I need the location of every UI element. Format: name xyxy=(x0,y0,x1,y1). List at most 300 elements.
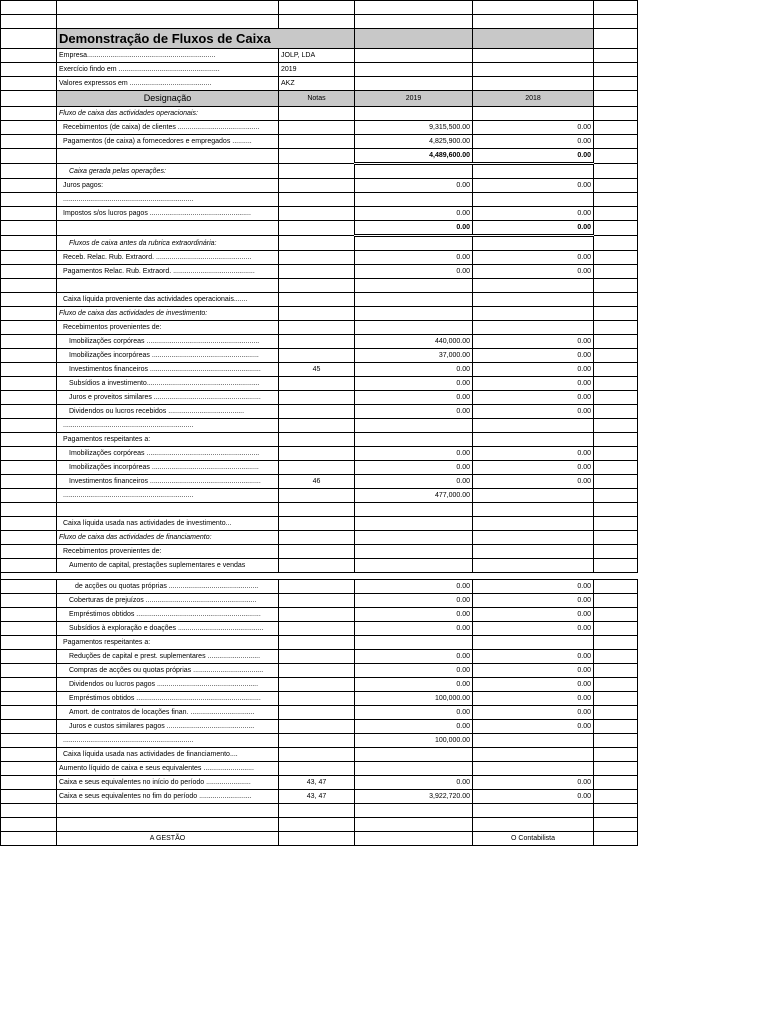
cell[interactable] xyxy=(279,15,355,29)
row-nota xyxy=(279,580,355,594)
table-row xyxy=(1,121,638,135)
cell[interactable] xyxy=(594,419,638,433)
row-label: Pagamentos (de caixa) a fornecedores e empregados .......... xyxy=(57,135,279,149)
cell[interactable] xyxy=(1,594,57,608)
cell[interactable] xyxy=(1,265,57,279)
cell[interactable] xyxy=(1,363,57,377)
table-row xyxy=(1,251,638,265)
cell[interactable] xyxy=(355,832,473,846)
row-label xyxy=(57,804,279,818)
value-2019: 0.00 xyxy=(355,391,473,405)
cell[interactable] xyxy=(594,818,638,832)
table-row xyxy=(1,433,638,447)
sheet-body xyxy=(1,1,638,846)
row-label: Investimentos financeiros ......................................................... xyxy=(57,363,279,377)
cell[interactable] xyxy=(594,503,638,517)
table-row xyxy=(1,193,638,207)
value-2019 xyxy=(355,559,473,573)
cell[interactable] xyxy=(1,818,57,832)
row-nota: 43, 47 xyxy=(279,776,355,790)
row-nota xyxy=(279,335,355,349)
row-label: Empréstimos obtidos ................................................................ xyxy=(57,608,279,622)
cell[interactable] xyxy=(594,149,638,164)
table-row xyxy=(1,321,638,335)
table-row xyxy=(1,580,638,594)
value-2018 xyxy=(473,559,594,573)
cell[interactable] xyxy=(1,580,57,594)
cell[interactable] xyxy=(1,678,57,692)
header-year-2019: 2019 xyxy=(355,91,473,107)
cell[interactable] xyxy=(355,29,473,49)
value-2019: 0.00 xyxy=(355,720,473,734)
value-2018: 0.00 xyxy=(473,790,594,804)
value-2018 xyxy=(473,762,594,776)
table-row xyxy=(1,164,638,179)
value-2018 xyxy=(473,517,594,531)
cell[interactable] xyxy=(594,734,638,748)
cell[interactable] xyxy=(594,790,638,804)
cell[interactable] xyxy=(473,29,594,49)
cell[interactable] xyxy=(594,91,638,107)
cell[interactable] xyxy=(594,664,638,678)
cell[interactable] xyxy=(594,622,638,636)
value-2019 xyxy=(355,293,473,307)
cell[interactable] xyxy=(1,790,57,804)
value-2018: 0.00 xyxy=(473,580,594,594)
cell[interactable] xyxy=(1,179,57,193)
row-nota xyxy=(279,447,355,461)
table-row xyxy=(1,293,638,307)
cell[interactable] xyxy=(1,692,57,706)
value-2019: 477,000.00 xyxy=(355,489,473,503)
value-2019: 0.00 xyxy=(355,706,473,720)
row-label: Caixa e seus equivalentes no início do período ....................... xyxy=(57,776,279,790)
cell[interactable] xyxy=(594,251,638,265)
cell[interactable] xyxy=(594,121,638,135)
header-notas: Notas xyxy=(279,91,355,107)
cell[interactable] xyxy=(1,121,57,135)
row-nota xyxy=(279,678,355,692)
value-2018: 0.00 xyxy=(473,251,594,265)
table-row xyxy=(1,678,638,692)
row-label: Caixa líquida usada nas actividades de investimento... xyxy=(57,517,279,531)
cell[interactable] xyxy=(1,531,57,545)
cell[interactable] xyxy=(279,1,355,15)
row-label: Fluxo de caixa das actividades de financiamento: xyxy=(57,531,279,545)
row-nota xyxy=(279,720,355,734)
value-2018: 0.00 xyxy=(473,135,594,149)
cell[interactable] xyxy=(1,321,57,335)
value-2018 xyxy=(473,748,594,762)
footer-row xyxy=(1,832,638,846)
cell[interactable] xyxy=(1,734,57,748)
cell[interactable] xyxy=(594,135,638,149)
cell[interactable] xyxy=(1,63,57,77)
value-2018: 0.00 xyxy=(473,692,594,706)
cell[interactable] xyxy=(279,832,355,846)
value-2018: 0.00 xyxy=(473,363,594,377)
cell[interactable] xyxy=(594,349,638,363)
cell[interactable] xyxy=(594,517,638,531)
row-label: Juros e custos similares pagos ............................................. xyxy=(57,720,279,734)
cell[interactable] xyxy=(594,377,638,391)
value-2018: 0.00 xyxy=(473,179,594,193)
value-2018: 0.00 xyxy=(473,405,594,419)
meta-row xyxy=(1,63,638,77)
cell[interactable] xyxy=(594,405,638,419)
cell[interactable] xyxy=(594,15,638,29)
value-2019 xyxy=(355,503,473,517)
cell[interactable] xyxy=(1,776,57,790)
cell[interactable] xyxy=(594,391,638,405)
value-2019: 0.00 xyxy=(355,594,473,608)
value-2019: 0.00 xyxy=(355,207,473,221)
row-label: Pagamentos Relac. Rub. Extraord. .......................................... xyxy=(57,265,279,279)
row-label: Imobilizações incorpóreas ....................................................... xyxy=(57,461,279,475)
meta-label: Exercício findo em .................................................... xyxy=(57,63,279,77)
cell[interactable] xyxy=(355,15,473,29)
cell[interactable] xyxy=(1,832,57,846)
cell[interactable] xyxy=(1,349,57,363)
cell[interactable] xyxy=(594,489,638,503)
table-row xyxy=(1,179,638,193)
cell[interactable] xyxy=(1,164,57,179)
value-2019 xyxy=(355,531,473,545)
cell[interactable] xyxy=(1,433,57,447)
table-row xyxy=(1,531,638,545)
value-2019: 0.00 xyxy=(355,650,473,664)
row-nota xyxy=(279,164,355,179)
cell[interactable] xyxy=(594,804,638,818)
cell[interactable] xyxy=(1,419,57,433)
cell[interactable] xyxy=(1,622,57,636)
signature-management: A GESTÃO xyxy=(57,832,279,846)
row-label: Coberturas de prejuízos ......................................................... xyxy=(57,594,279,608)
cell[interactable] xyxy=(1,664,57,678)
cell[interactable] xyxy=(1,107,57,121)
meta-row xyxy=(1,77,638,91)
cell[interactable] xyxy=(473,63,594,77)
title-row xyxy=(1,29,638,49)
row-label: ................................................................... xyxy=(57,734,279,748)
cell[interactable] xyxy=(594,221,638,236)
value-2018: 0.00 xyxy=(473,461,594,475)
cell[interactable] xyxy=(594,650,638,664)
cell[interactable] xyxy=(1,221,57,236)
value-2019: 3,922,720.00 xyxy=(355,790,473,804)
cell[interactable] xyxy=(1,559,57,573)
table-row xyxy=(1,279,638,293)
value-2019 xyxy=(355,164,473,179)
row-label: de acções ou quotas próprias .............................................. xyxy=(57,580,279,594)
cell[interactable] xyxy=(594,762,638,776)
value-2019: 37,000.00 xyxy=(355,349,473,363)
cell[interactable] xyxy=(594,279,638,293)
value-2018: 0.00 xyxy=(473,706,594,720)
table-row xyxy=(1,447,638,461)
spacer-row xyxy=(1,573,638,580)
value-2019 xyxy=(355,321,473,335)
value-2019: 4,825,900.00 xyxy=(355,135,473,149)
cell[interactable] xyxy=(594,307,638,321)
value-2019 xyxy=(355,419,473,433)
meta-label: Empresa.................................................................. xyxy=(57,49,279,63)
row-label: Recebimentos provenientes de: xyxy=(57,545,279,559)
value-2018 xyxy=(473,804,594,818)
cell[interactable] xyxy=(594,545,638,559)
table-row xyxy=(1,363,638,377)
cell[interactable] xyxy=(594,531,638,545)
table-row xyxy=(1,149,638,164)
cell[interactable] xyxy=(594,164,638,179)
row-nota: 46 xyxy=(279,475,355,489)
cell[interactable] xyxy=(594,193,638,207)
cell[interactable] xyxy=(594,293,638,307)
value-2019: 0.00 xyxy=(355,447,473,461)
value-2018 xyxy=(473,193,594,207)
value-2019: 0.00 xyxy=(355,580,473,594)
row-nota xyxy=(279,293,355,307)
cell[interactable] xyxy=(594,692,638,706)
table-row xyxy=(1,419,638,433)
cell[interactable] xyxy=(1,636,57,650)
value-2018: 0.00 xyxy=(473,664,594,678)
spacer-cell xyxy=(1,573,638,580)
cell[interactable] xyxy=(57,15,279,29)
cell[interactable] xyxy=(1,307,57,321)
row-nota: 43, 47 xyxy=(279,790,355,804)
cell[interactable] xyxy=(594,335,638,349)
row-label: Aumento de capital, prestações suplementares e vendas xyxy=(57,559,279,573)
cell[interactable] xyxy=(594,559,638,573)
table-row xyxy=(1,622,638,636)
cell[interactable] xyxy=(594,832,638,846)
value-2018: 0.00 xyxy=(473,349,594,363)
cell[interactable] xyxy=(594,447,638,461)
value-2019 xyxy=(355,433,473,447)
cell[interactable] xyxy=(1,391,57,405)
value-2019 xyxy=(355,193,473,207)
value-2018: 0.00 xyxy=(473,221,594,236)
value-2019 xyxy=(355,762,473,776)
cell[interactable] xyxy=(57,1,279,15)
cell[interactable] xyxy=(594,179,638,193)
cell[interactable] xyxy=(1,545,57,559)
cell[interactable] xyxy=(594,580,638,594)
cell[interactable] xyxy=(1,77,57,91)
value-2018: 0.00 xyxy=(473,121,594,135)
value-2018 xyxy=(473,164,594,179)
row-nota xyxy=(279,121,355,135)
value-2018 xyxy=(473,531,594,545)
cell[interactable] xyxy=(473,77,594,91)
cell[interactable] xyxy=(1,503,57,517)
row-nota xyxy=(279,608,355,622)
value-2019 xyxy=(355,517,473,531)
cell[interactable] xyxy=(594,363,638,377)
cell[interactable] xyxy=(1,475,57,489)
meta-label: Valores expressos em .......................................... xyxy=(57,77,279,91)
cell[interactable] xyxy=(1,608,57,622)
table-row xyxy=(1,391,638,405)
row-label: Juros e proveitos similares ....................................................... xyxy=(57,391,279,405)
cell[interactable] xyxy=(594,49,638,63)
cell[interactable] xyxy=(594,748,638,762)
table-row xyxy=(1,236,638,251)
value-2019: 4,489,600.00 xyxy=(355,149,473,164)
row-label: Investimentos financeiros ......................................................... xyxy=(57,475,279,489)
row-nota xyxy=(279,531,355,545)
row-nota xyxy=(279,818,355,832)
row-nota xyxy=(279,377,355,391)
value-2018: 0.00 xyxy=(473,377,594,391)
page-title: Demonstração de Fluxos de Caixa xyxy=(57,29,355,49)
table-row xyxy=(1,790,638,804)
table-row xyxy=(1,107,638,121)
row-nota xyxy=(279,179,355,193)
cell[interactable] xyxy=(355,63,473,77)
cell[interactable] xyxy=(1,279,57,293)
cell[interactable] xyxy=(594,720,638,734)
cell[interactable] xyxy=(1,650,57,664)
row-label: Subsídios a investimento.......................................................... xyxy=(57,377,279,391)
cell[interactable] xyxy=(1,91,57,107)
value-2018: 0.00 xyxy=(473,335,594,349)
value-2018: 0.00 xyxy=(473,475,594,489)
cell[interactable] xyxy=(1,720,57,734)
cell[interactable] xyxy=(594,475,638,489)
table-row xyxy=(1,636,638,650)
cell[interactable] xyxy=(1,236,57,251)
cell[interactable] xyxy=(594,29,638,49)
value-2019: 100,000.00 xyxy=(355,692,473,706)
value-2019: 0.00 xyxy=(355,461,473,475)
cell[interactable] xyxy=(1,762,57,776)
cell[interactable] xyxy=(355,77,473,91)
row-nota xyxy=(279,433,355,447)
cell[interactable] xyxy=(1,447,57,461)
value-2018 xyxy=(473,489,594,503)
cell[interactable] xyxy=(1,149,57,164)
value-2018: 0.00 xyxy=(473,678,594,692)
row-label: Amort. de contratos de locações finan. ................................. xyxy=(57,706,279,720)
row-nota xyxy=(279,405,355,419)
cell[interactable] xyxy=(594,678,638,692)
row-label: Fluxo de caixa das actividades de investimento: xyxy=(57,307,279,321)
cell[interactable] xyxy=(594,608,638,622)
cell[interactable] xyxy=(594,636,638,650)
table-row xyxy=(1,650,638,664)
value-2019: 0.00 xyxy=(355,265,473,279)
value-2018 xyxy=(473,321,594,335)
cell[interactable] xyxy=(1,335,57,349)
row-label: ................................................................... xyxy=(57,419,279,433)
row-nota xyxy=(279,221,355,236)
cell[interactable] xyxy=(355,1,473,15)
cell[interactable] xyxy=(1,748,57,762)
value-2018 xyxy=(473,107,594,121)
cell[interactable] xyxy=(594,63,638,77)
table-row xyxy=(1,517,638,531)
row-nota: 45 xyxy=(279,363,355,377)
cell[interactable] xyxy=(355,49,473,63)
value-2018: 0.00 xyxy=(473,720,594,734)
cell[interactable] xyxy=(594,207,638,221)
row-nota xyxy=(279,622,355,636)
value-2018: 0.00 xyxy=(473,776,594,790)
cell[interactable] xyxy=(1,517,57,531)
row-label: Dividendos ou lucros recebidos ....................................... xyxy=(57,405,279,419)
cell[interactable] xyxy=(1,207,57,221)
empty-row xyxy=(1,1,638,15)
row-label: Imobilizações corpóreas .......................................................... xyxy=(57,447,279,461)
cell[interactable] xyxy=(594,776,638,790)
value-2019: 9,315,500.00 xyxy=(355,121,473,135)
table-row xyxy=(1,545,638,559)
row-label: Fluxo de caixa das actividades operacionais: xyxy=(57,107,279,121)
row-label: Impostos s/os lucros pagos .................................................... xyxy=(57,207,279,221)
cell[interactable] xyxy=(1,1,57,15)
value-2018: 0.00 xyxy=(473,608,594,622)
cell[interactable] xyxy=(473,1,594,15)
value-2019 xyxy=(355,307,473,321)
cell[interactable] xyxy=(594,321,638,335)
cell[interactable] xyxy=(594,265,638,279)
cell[interactable] xyxy=(594,1,638,15)
row-label: Aumento líquido de caixa e seus equivalentes .......................... xyxy=(57,762,279,776)
signature-accountant: O Contabilista xyxy=(473,832,594,846)
cell[interactable] xyxy=(1,193,57,207)
table-row xyxy=(1,706,638,720)
cell[interactable] xyxy=(1,293,57,307)
row-nota xyxy=(279,236,355,251)
cell[interactable] xyxy=(594,461,638,475)
cell[interactable] xyxy=(1,405,57,419)
cell[interactable] xyxy=(594,433,638,447)
cell[interactable] xyxy=(1,377,57,391)
row-nota xyxy=(279,804,355,818)
cell[interactable] xyxy=(1,29,57,49)
cell[interactable] xyxy=(1,489,57,503)
cell[interactable] xyxy=(1,706,57,720)
cell[interactable] xyxy=(1,251,57,265)
empty-row xyxy=(1,15,638,29)
cell[interactable] xyxy=(594,594,638,608)
row-nota xyxy=(279,489,355,503)
table-row xyxy=(1,748,638,762)
cell[interactable] xyxy=(594,77,638,91)
cell[interactable] xyxy=(1,135,57,149)
table-row xyxy=(1,207,638,221)
cell[interactable] xyxy=(1,461,57,475)
meta-value: JOLP, LDA xyxy=(279,49,355,63)
cell[interactable] xyxy=(1,49,57,63)
cell[interactable] xyxy=(594,236,638,251)
row-label xyxy=(57,279,279,293)
cell[interactable] xyxy=(1,804,57,818)
cell[interactable] xyxy=(473,15,594,29)
cell[interactable] xyxy=(594,107,638,121)
cell[interactable] xyxy=(473,49,594,63)
meta-value: 2019 xyxy=(279,63,355,77)
row-nota xyxy=(279,545,355,559)
cell[interactable] xyxy=(1,15,57,29)
value-2019: 0.00 xyxy=(355,221,473,236)
value-2018 xyxy=(473,545,594,559)
row-label: Imobilizações corpóreas .......................................................... xyxy=(57,335,279,349)
cell[interactable] xyxy=(594,706,638,720)
row-label: Fluxos de caixa antes da rubrica extraordinária: xyxy=(57,236,279,251)
